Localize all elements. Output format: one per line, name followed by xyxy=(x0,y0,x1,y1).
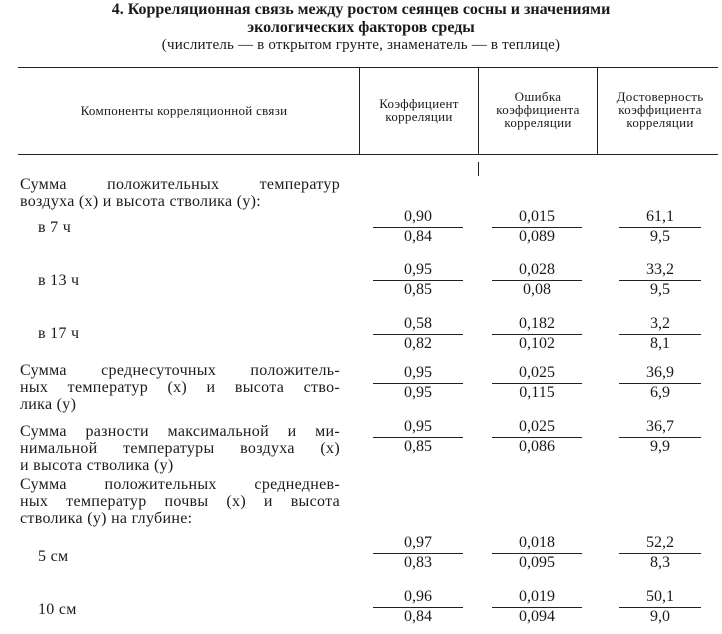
coefficient-cell xyxy=(373,261,463,299)
numerator: 3,2 xyxy=(619,315,701,335)
row-label: ных температур (x) и высота ство- xyxy=(20,379,340,396)
row-label: воздуха (x) и высота стволика (y): xyxy=(20,193,262,210)
denominator: 0,095 xyxy=(519,554,555,571)
row-label: ных температур почвы (x) и высота xyxy=(20,493,340,510)
error-cell xyxy=(492,588,582,626)
row-label: нимальной температуры воздуха (x) xyxy=(20,440,340,457)
denominator: 0,089 xyxy=(519,228,555,245)
numerator: 50,1 xyxy=(619,588,701,608)
denominator: 6,9 xyxy=(650,384,670,401)
denominator: 0,85 xyxy=(404,438,432,455)
reliability-cell xyxy=(619,364,701,402)
row-label: Сумма разности максимальной и ми- xyxy=(20,423,340,440)
row-sublabel: в 17 ч xyxy=(38,325,80,342)
header-reliability-line: коэффициента xyxy=(618,102,702,117)
table-title-line-1: 4. Корреляционная связь между ростом сеянцев сосны и значениями xyxy=(111,1,611,18)
row-label: стволика (y) на глубине: xyxy=(20,510,193,527)
table-subtitle: (числитель — в открытом грунте, знаменатель — в теплице) xyxy=(161,37,561,53)
numerator: 52,2 xyxy=(619,534,701,554)
header-error-line: коэффициента xyxy=(496,102,580,117)
header-reliability xyxy=(600,90,720,129)
column-divider-stub xyxy=(478,162,479,176)
error-cell xyxy=(492,315,582,353)
numerator: 33,2 xyxy=(619,261,701,281)
column-divider-2 xyxy=(478,68,479,154)
numerator: 0,015 xyxy=(492,208,582,228)
header-error-line: корреляции xyxy=(504,115,572,130)
error-cell xyxy=(492,534,582,572)
denominator: 0,85 xyxy=(404,281,432,298)
row-sublabel: 5 см xyxy=(38,548,69,565)
denominator: 8,3 xyxy=(650,554,670,571)
denominator: 8,1 xyxy=(650,335,670,352)
numerator: 0,95 xyxy=(373,418,463,438)
numerator: 0,90 xyxy=(373,208,463,228)
numerator: 0,96 xyxy=(373,588,463,608)
numerator: 0,97 xyxy=(373,534,463,554)
header-bottom-rule xyxy=(18,154,718,155)
error-cell xyxy=(492,418,582,456)
header-error-line: Ошибка xyxy=(514,89,562,104)
numerator: 36,9 xyxy=(619,364,701,384)
denominator: 0,08 xyxy=(523,281,551,298)
coefficient-cell xyxy=(373,364,463,402)
header-coefficient-line: корреляции xyxy=(385,109,453,124)
row-sublabel: в 13 ч xyxy=(38,272,80,289)
denominator: 0,83 xyxy=(404,554,432,571)
denominator: 0,84 xyxy=(404,228,432,245)
header-error xyxy=(481,90,595,129)
denominator: 0,086 xyxy=(519,438,555,455)
coefficient-cell xyxy=(373,315,463,353)
denominator: 0,115 xyxy=(519,384,555,401)
denominator: 0,82 xyxy=(404,335,432,352)
reliability-cell xyxy=(619,588,701,626)
header-coefficient xyxy=(362,97,476,123)
denominator: 0,95 xyxy=(404,384,432,401)
reliability-cell xyxy=(619,261,701,299)
numerator: 0,025 xyxy=(492,364,582,384)
numerator: 0,95 xyxy=(373,261,463,281)
numerator: 0,025 xyxy=(492,418,582,438)
row-label: Сумма положительных среднеднев- xyxy=(20,476,340,493)
header-top-rule xyxy=(18,67,718,68)
denominator: 0,102 xyxy=(519,335,555,352)
numerator: 0,019 xyxy=(492,588,582,608)
coefficient-cell xyxy=(373,208,463,246)
row-label: Сумма среднесуточных положитель- xyxy=(20,362,340,379)
row-label: и высота стволика (y) xyxy=(20,457,174,474)
numerator: 0,028 xyxy=(492,261,582,281)
header-reliability-line: корреляции xyxy=(626,115,694,130)
row-sublabel: 10 см xyxy=(38,601,77,618)
numerator: 0,95 xyxy=(373,364,463,384)
coefficient-cell xyxy=(373,534,463,572)
row-sublabel: в 7 ч xyxy=(38,219,72,236)
numerator: 0,018 xyxy=(492,534,582,554)
error-cell xyxy=(492,208,582,246)
header-components: Компоненты корреляционной связи xyxy=(80,103,288,118)
row-label: Сумма положительных температур xyxy=(20,176,340,193)
numerator: 61,1 xyxy=(619,208,701,228)
coefficient-cell xyxy=(373,418,463,456)
denominator: 9,5 xyxy=(650,228,670,245)
denominator: 9,5 xyxy=(650,281,670,298)
denominator: 9,9 xyxy=(650,438,670,455)
column-divider-1 xyxy=(359,68,360,154)
reliability-cell xyxy=(619,208,701,246)
header-coefficient-line: Коэффициент xyxy=(379,96,459,111)
denominator: 0,094 xyxy=(519,608,555,625)
denominator: 0,84 xyxy=(404,608,432,625)
row-label: лика (y) xyxy=(20,396,77,413)
numerator: 0,182 xyxy=(492,315,582,335)
coefficient-cell xyxy=(373,588,463,626)
header-reliability-line: Достоверность xyxy=(616,89,704,104)
table-title-line-2: экологических факторов среды xyxy=(247,19,475,36)
reliability-cell xyxy=(619,315,701,353)
reliability-cell xyxy=(619,418,701,456)
denominator: 9,0 xyxy=(650,608,670,625)
error-cell xyxy=(492,364,582,402)
reliability-cell xyxy=(619,534,701,572)
numerator: 0,58 xyxy=(373,315,463,335)
numerator: 36,7 xyxy=(619,418,701,438)
column-divider-3 xyxy=(597,68,598,154)
error-cell xyxy=(492,261,582,299)
